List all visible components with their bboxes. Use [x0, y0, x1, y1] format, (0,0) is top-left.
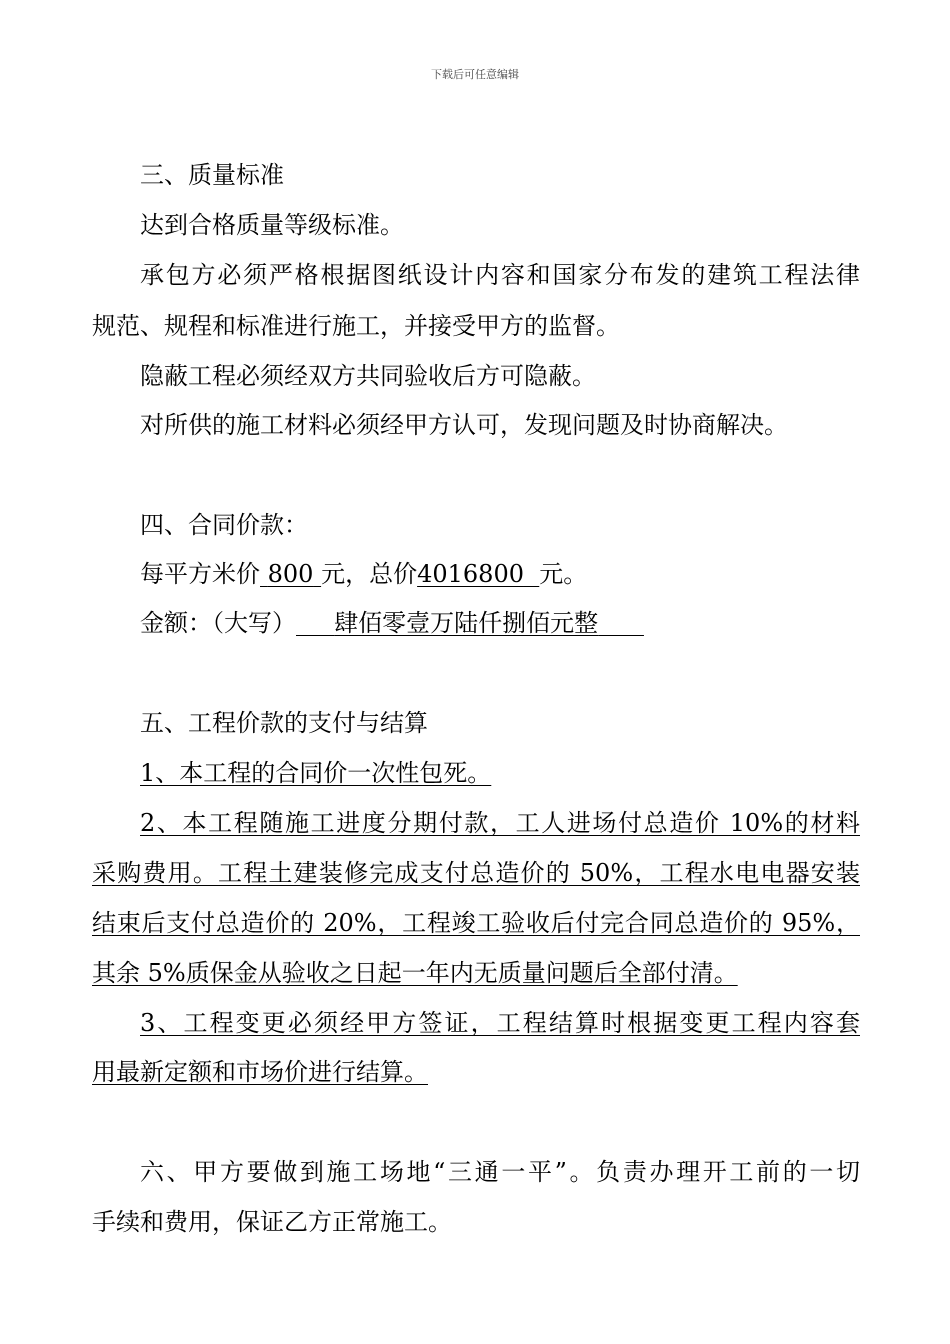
list-item: 3、工程变更必须经甲方签证，工程结算时根据变更工程内容套 [140, 1009, 860, 1037]
paragraph: 达到合格质量等级标准。 [140, 211, 404, 239]
list-item: 1、本工程的合同价一次性包死。 [140, 759, 492, 787]
section-title: 四、合同价款： [140, 511, 308, 539]
price-prefix: 每平方米价 [140, 560, 260, 588]
paragraph: 承包方必须严格根据图纸设计内容和国家分布发的建筑工程法律 [140, 261, 860, 289]
list-item-continued: 采购费用。工程土建装修完成支付总造价的 50%，工程水电电器安装 [92, 859, 860, 887]
page-header: 下载后可任意编辑 [431, 68, 519, 81]
unit-price: 800 [267, 560, 314, 588]
list-item-continued: 其余 5%质保金从验收之日起一年内无质量问题后全部付清。 [92, 959, 738, 987]
section-title: 五、工程价款的支付与结算 [140, 709, 428, 737]
paragraph: 隐蔽工程必须经双方共同验收后方可隐蔽。 [140, 362, 596, 390]
paragraph: 六、甲方要做到施工场地“三通一平”。负责办理开工前的一切 [140, 1158, 860, 1186]
price-line [140, 559, 860, 589]
amount-line [140, 608, 860, 638]
list-item-continued: 结束后支付总造价的 20%，工程竣工验收后付完合同总造价的 95%， [92, 909, 860, 937]
list-item-continued: 用最新定额和市场价进行结算。 [92, 1058, 428, 1086]
total-price: 4016800 [417, 560, 524, 588]
list-item: 2、本工程随施工进度分期付款，工人进场付总造价 10%的材料 [140, 809, 860, 837]
section-title: 三、质量标准 [140, 161, 284, 189]
amount-label: 金额：（大写） [140, 609, 296, 637]
price-mid: 元，总价 [321, 560, 418, 588]
paragraph: 规范、规程和标准进行施工，并接受甲方的监督。 [92, 312, 620, 340]
paragraph: 对所供的施工材料必须经甲方认可，发现问题及时协商解决。 [140, 411, 788, 439]
paragraph: 手续和费用，保证乙方正常施工。 [92, 1208, 452, 1236]
price-suffix: 元。 [539, 560, 588, 588]
amount-words: 肆佰零壹万陆仟捌佰元整 [334, 609, 599, 637]
